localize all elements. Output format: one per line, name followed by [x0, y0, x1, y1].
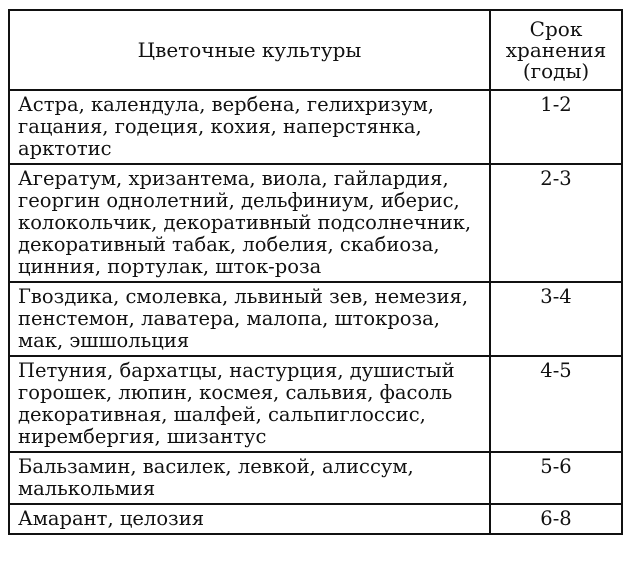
crops-line: декоративная, шалфей, сальпиглоссис, — [18, 403, 426, 426]
term-cell: 2-3 — [490, 164, 622, 282]
crops-line: Агератум, хризантема, виола, гайлардия, — [18, 167, 449, 190]
table-row — [9, 504, 622, 534]
header-crops: Цветочные культуры — [9, 10, 490, 90]
header-term-line: (годы) — [522, 58, 590, 83]
header-term — [490, 10, 622, 90]
table-row — [9, 282, 622, 356]
crops-line: Астра, календула, вербена, гелихризум, — [18, 93, 435, 116]
crops-line: Амарант, целозия — [18, 507, 204, 530]
table-row — [9, 452, 622, 504]
table-header-row — [9, 10, 622, 90]
term-cell: 3-4 — [490, 282, 622, 356]
crops-cell — [9, 452, 490, 504]
crops-cell — [9, 356, 490, 452]
header-term-line: хранения — [505, 37, 607, 62]
table-row — [9, 90, 622, 164]
crops-line: Петуния, бархатцы, настурция, душистый — [18, 359, 455, 382]
crops-line: георгин однолетний, дельфиниум, иберис, — [18, 189, 460, 212]
crops-cell — [9, 282, 490, 356]
table-row — [9, 356, 622, 452]
term-cell: 6-8 — [490, 504, 622, 534]
crops-cell — [9, 164, 490, 282]
crops-line: колокольчик, декоративный подсолнечник, — [18, 211, 472, 234]
crops-line: горошек, люпин, космея, сальвия, фасоль — [18, 381, 453, 404]
crops-line: пенстемон, лаватера, малопа, штокроза, — [18, 307, 441, 330]
crops-line: гацания, годеция, кохия, наперстянка, — [18, 115, 422, 138]
crops-line: Бальзамин, василек, левкой, алиссум, — [18, 455, 414, 478]
crops-line: цинния, портулак, шток-роза — [18, 255, 322, 278]
crops-line: мак, эшшольция — [18, 329, 190, 352]
crops-line: нирембергия, шизантус — [18, 425, 267, 448]
term-cell: 1-2 — [490, 90, 622, 164]
crops-line: арктотис — [18, 137, 112, 160]
crops-cell — [9, 504, 490, 534]
crops-line: декоративный табак, лобелия, скабиоза, — [18, 233, 440, 256]
crops-cell — [9, 90, 490, 164]
seed-storage-table — [8, 9, 623, 535]
crops-line: малькольмия — [18, 477, 156, 500]
crops-line: Гвоздика, смолевка, львиный зев, немезия, — [18, 285, 469, 308]
table-row — [9, 164, 622, 282]
term-cell: 4-5 — [490, 356, 622, 452]
header-term-line: Срок — [529, 16, 583, 41]
term-cell: 5-6 — [490, 452, 622, 504]
